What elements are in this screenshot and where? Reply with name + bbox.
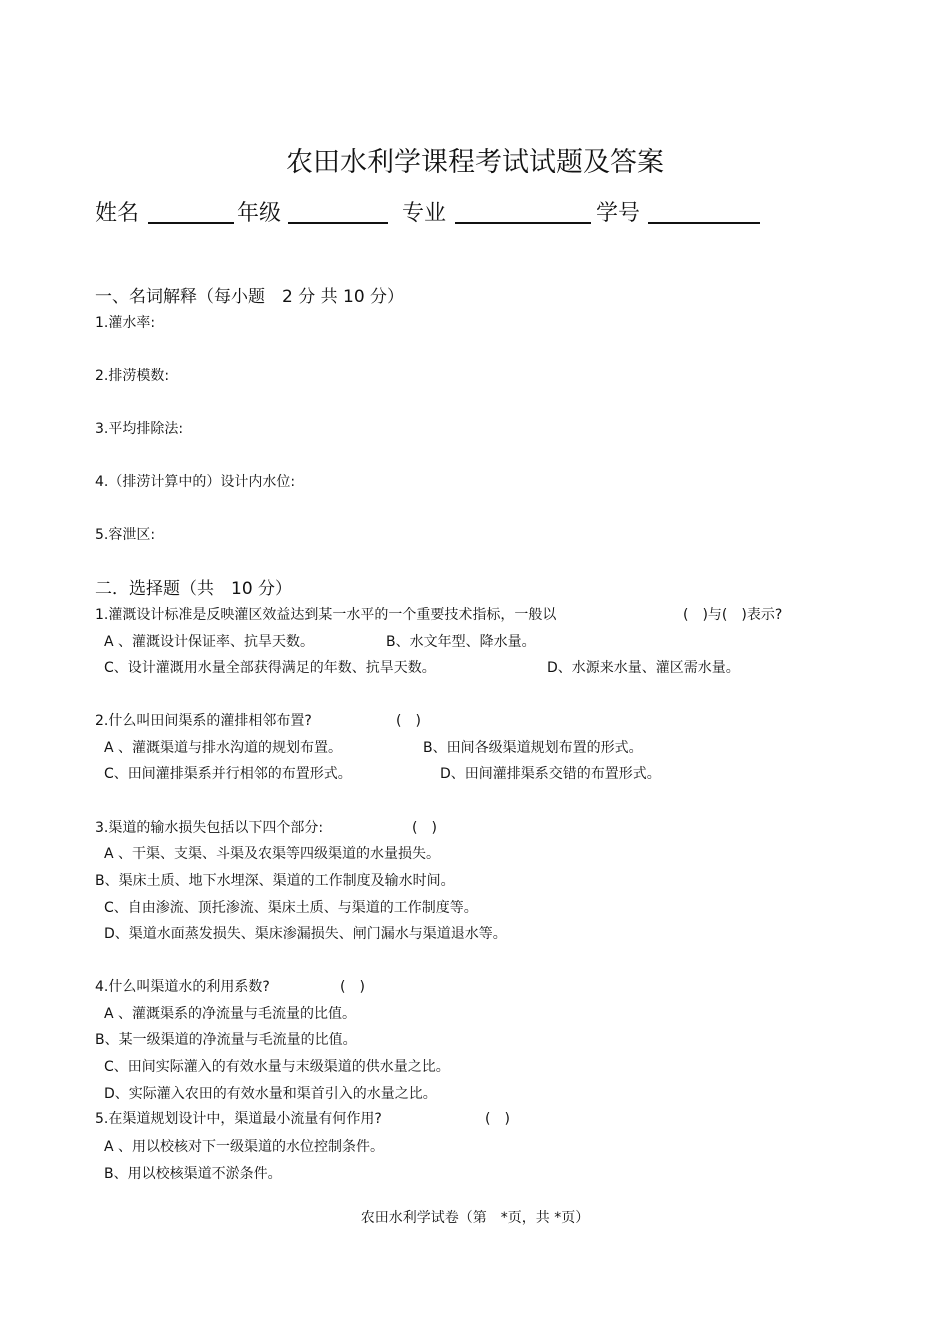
option-b: B、用以校核渠道不淤条件。 <box>104 1166 282 1182</box>
answer-blank: ( ) <box>340 979 365 995</box>
option-b: B、田间各级渠道规划布置的形式。 <box>423 740 643 756</box>
answer-blank: ( ) <box>485 1111 510 1127</box>
answer-blank: ( ) <box>396 713 421 729</box>
option-d: D、实际灌入农田的有效水量和渠首引入的水量之比。 <box>104 1086 437 1102</box>
question-stem: 5.在渠道规划设计中，渠道最小流量有何作用? <box>95 1111 382 1127</box>
option-d: D、水源来水量、灌区需水量。 <box>547 660 740 676</box>
option-c: C、设计灌溉用水量全部获得满足的年数、抗旱天数。 <box>104 660 436 676</box>
term-item: 1.灌水率: <box>95 315 156 331</box>
option-a: A 、灌溉设计保证率、抗旱天数。 <box>104 634 315 650</box>
section2-heading: 二．选择题（共 10 分） <box>95 579 293 599</box>
id-label: 学号 <box>596 201 641 226</box>
option-a: A 、灌溉渠系的净流量与毛流量的比值。 <box>104 1006 357 1022</box>
option-c: C、自由渗流、顶托渗流、渠床土质、与渠道的工作制度等。 <box>104 900 478 916</box>
term-item: 4.（排涝计算中的）设计内水位: <box>95 474 296 490</box>
page-footer: 农田水利学试卷（第 *页，共 *页） <box>360 1210 590 1226</box>
question-stem: 3.渠道的输水损失包括以下四个部分: <box>95 820 324 836</box>
grade-label: 年级 <box>237 201 282 226</box>
name-blank <box>148 222 234 224</box>
answer-blank: ( ) <box>412 820 437 836</box>
answer-blank: ( )与( )表示? <box>683 607 783 623</box>
page-title: 农田水利学课程考试试题及答案 <box>286 147 664 178</box>
option-b: B、渠床土质、地下水埋深、渠道的工作制度及输水时间。 <box>95 873 455 889</box>
major-blank <box>455 222 591 224</box>
question-stem: 2.什么叫田间渠系的灌排相邻布置? <box>95 713 312 729</box>
name-label: 姓名 <box>95 201 140 226</box>
option-c: C、田间实际灌入的有效水量与末级渠道的供水量之比。 <box>104 1059 450 1075</box>
option-b: B、水文年型、降水量。 <box>386 634 536 650</box>
term-item: 2.排涝模数: <box>95 368 170 384</box>
major-label: 专业 <box>402 201 447 226</box>
option-c: C、田间灌排渠系并行相邻的布置形式。 <box>104 766 352 782</box>
option-d: D、田间灌排渠系交错的布置形式。 <box>440 766 661 782</box>
option-a: A 、灌溉渠道与排水沟道的规划布置。 <box>104 740 343 756</box>
grade-blank <box>288 222 388 224</box>
option-a: A 、用以校核对下一级渠道的水位控制条件。 <box>104 1139 385 1155</box>
term-item: 3.平均排除法: <box>95 421 184 437</box>
term-item: 5.容泄区: <box>95 527 156 543</box>
section1-heading: 一、名词解释（每小题 2 分 共 10 分） <box>95 287 405 307</box>
question-stem: 4.什么叫渠道水的利用系数? <box>95 979 270 995</box>
option-d: D、渠道水面蒸发损失、渠床渗漏损失、闸门漏水与渠道退水等。 <box>104 926 507 942</box>
question-stem: 1.灌溉设计标准是反映灌区效益达到某一水平的一个重要技术指标，一般以 <box>95 607 557 623</box>
option-a: A 、干渠、支渠、斗渠及农渠等四级渠道的水量损失。 <box>104 846 441 862</box>
id-blank <box>648 222 760 224</box>
option-b: B、某一级渠道的净流量与毛流量的比值。 <box>95 1032 357 1048</box>
